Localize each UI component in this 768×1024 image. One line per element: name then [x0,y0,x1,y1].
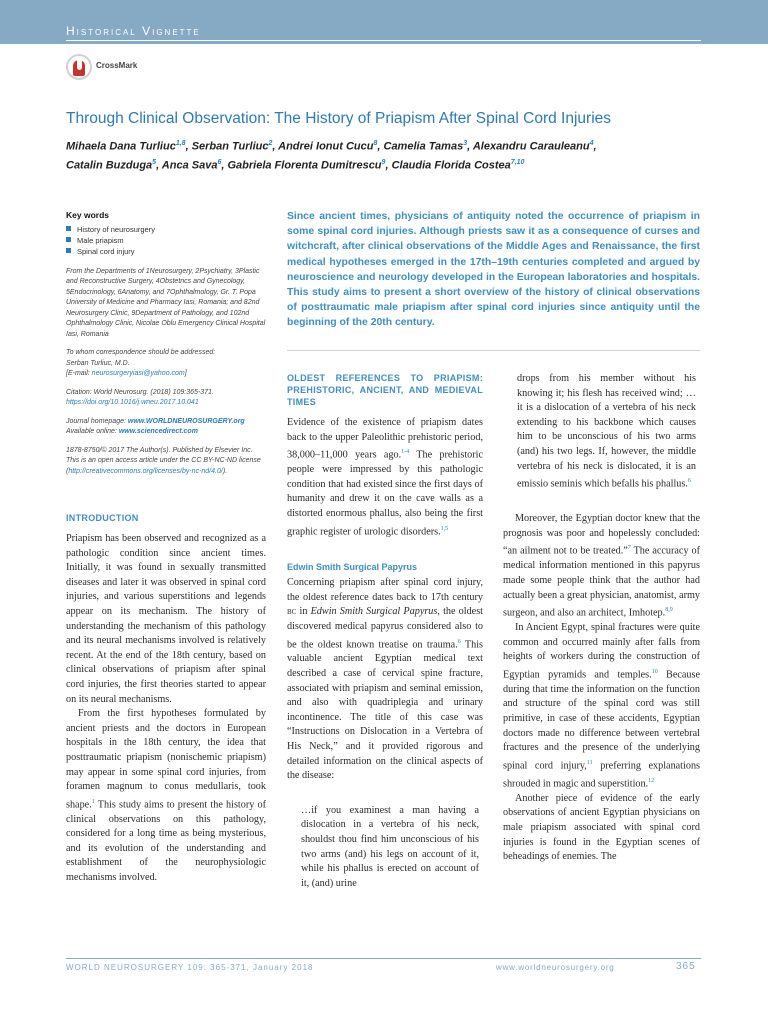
section-label: Historical Vignette [66,24,201,38]
footer-rule [66,958,701,959]
bullet-square-icon [66,226,71,231]
paragraph: Evidence of the existence of priapism dates back to the upper Paleolithic prehistoric period, 38,000–11,000 years ago.$^{1-4}$ The prehistoric people were impressed by this pathologic condition that had existed since the first days of humanity and drew it on the cave walls as a distorted enormous phallus, also being the first graphic register of urologic disorders.$^{1,5}$ [287,417,483,537]
citation: Citation: World Neurosurg. (2018) 109:365-371. https://doi.org/10.1016/j.wneu.2017.10.041 [66,388,214,406]
author-affiliation-ref[interactable]: 5 [152,158,157,166]
reference-link[interactable]: 1 [91,798,95,805]
author-name: Serban Turliuc [191,140,269,153]
reference-link[interactable]: 6 [457,638,461,645]
abstract-divider [287,350,700,351]
keyword-item: Male priapism [66,235,266,246]
reference-link[interactable]: 12 [648,777,655,784]
block-quote: …if you examinest a man having a dislocation in a vertebra of his neck, shouldst thou find him unconscious of his two arms (and) his legs on account of it, while his phallus is erected on account of it, (and) urine [301,804,479,889]
author-affiliation-ref[interactable]: 6 [217,158,222,166]
paragraph: Another piece of evidence of the early observations of ancient Egyptian physicians on male priapism associated with spinal cord injuries is found in the Egyptian scenes of beheadings of enemies. The [503,792,700,863]
block-quote: drops from his member without his knowing it; his flesh has received wind; …it is a dislocation of a vertebra of his neck extending to his backbone which causes him to be unconscious of his two arms (and) his two legs. If, however, the middle vertebra of his neck is dislocated, it is an emissio seminis which befalls his phallus.$^6$ [517,373,696,490]
author-affiliation-ref[interactable]: 8 [373,140,378,147]
author-list: Mihaela Dana Turliuc$^{1,8}$, Serban Turliuc$^2$, Andrei Ionut Cucu$^8$, Camelia Tamas$^3$, Alexandru Carauleanu$^4$, Catalin Buzduga$^5$, Anca Sava$^6$, Gabriela Florenta Dumitrescu$^9$, Claudia Florida Costea$^{7,10}$ [66,140,597,172]
crossmark-icon [66,54,92,80]
column-2 [287,372,483,891]
keywords-heading: Key words [66,210,109,220]
journal-links: Journal homepage: www.WORLDNEUROSURGERY.org Available online: www.sciencedirect.com [66,417,245,435]
reference-link[interactable]: 10 [651,668,658,675]
sciencedirect-link[interactable]: www.sciencedirect.com [118,428,198,435]
bullet-square-icon [66,248,71,253]
correspondence: To whom correspondence should be addressed: Serban Turliuc, M.D. [E-mail: neurosurgeryiasi@yahoo.com] [66,349,216,377]
paragraph: Moreover, the Egyptian doctor knew that the prognosis was poor and hopelessly concluded: “an ailment not to be treated.”$^7$ The accuracy of medical information mentioned in this papyrus made some people think that the author had actually been a great physician, anatomist, army surgeon, and also an architect, Imhotep.$^{8,9}$ [503,513,700,619]
author-name: Gabriela Florenta Dumitrescu [227,159,382,172]
column-3 [503,372,700,865]
author-name: Camelia Tamas [383,140,464,153]
reference-link[interactable]: 1,5 [440,525,449,532]
author-name: Catalin Buzduga [66,159,153,172]
paragraph: In Ancient Egypt, spinal fractures were quite common and occurred mainly after falls from heights of workers during the construction of Egyptian pyramids and temples.$^{10}$ Because during that time the information on the function and structure of the spinal cord was still primitive, in case of these accidents, Egyptian doctors made no difference between vertebral fractures and the presence of the underlying spinal cord injury,$^{11}$ preferring explanations shrouded in magic and superstition.$^{12}$ [503,622,700,790]
paragraph: From the first hypotheses formulated by ancient priests and the doctors in European hospitals in the 18th century, the idea that posttraumatic priapism (nonischemic priapism) may appear in some spinal cord injuries, from foramen magnum to conus medullaris, took shape.$^1$ This study aims to present the history of clinical observations on this pathology, considered for a long time as being mysterious, and its evolution of the understanding and establishment of the neurophysiologic mechanisms involved. [66,708,266,884]
reference-link[interactable]: 11 [586,759,593,766]
author-affiliation-ref[interactable]: 3 [463,140,468,147]
doi-link[interactable]: https://doi.org/10.1016/j.wneu.2017.10.041 [66,399,199,406]
author-name: Alexandru Carauleanu [472,140,590,153]
crossmark-label: CrossMark [96,61,138,70]
header-bar [0,0,768,44]
reference-link[interactable]: 6 [687,478,691,485]
author-name: Andrei Ionut Cucu [278,140,374,153]
homepage-link[interactable]: www.WORLDNEUROSURGERY.org [127,417,245,425]
page-number: 365 [676,961,696,972]
author-affiliation-ref[interactable]: 4 [589,140,594,147]
author-name: Anca Sava [161,159,218,172]
keyword-item: Spinal cord injury [66,246,266,257]
paragraph: Priapism has been observed and recognized as a pathologic condition since ancient times. Initially, it was found in sexually transmitted diseases and later it was observed in spinal cord injuries, and various superstitions and legends appear on its mechanism. The history of understanding the mechanism of this pathology and its neural mechanisms involved is relatively recent. At the end of the 18th century, based on clinical observations of priapism after spinal cord injuries, the first theories started to appear on its neural mechanisms. [66,533,266,705]
section-heading-introduction: INTRODUCTION [66,513,139,523]
author-name: Claudia Florida Costea [391,159,511,172]
footer-journal: WORLD NEUROSURGERY 109: 365-371, January 2018 [66,963,314,972]
crossmark-icon-highlight [77,58,82,70]
license-link[interactable]: http://creativecommons.org/licenses/by-nc-nd/4.0/ [68,467,223,475]
reference-link[interactable]: 7 [627,545,631,552]
abstract: Since ancient times, physicians of antiquity noted the occurrence of priapism in some spinal cord injuries. Although priests saw it as a consequence of curses and witchcraft, after clinical observations of the Middle Ages and Renaissance, the first medical hypotheses emerged in the 17th–19th centuries completed and argued by neuroscience and neurology developed in the European laboratories and hospitals. This study aims to present a short overview of the history of clinical observations of posttraumatic male priapism after spinal cord injuries since antiquity until the beginning of the 20th century. [287,211,700,329]
column-1 [66,512,266,886]
license-note: 1878-8750/© 2017 The Author(s). Published by Elsevier Inc. This is an open access article under the CC BY-NC-ND license (http://creativecommons.org/licenses/by-nc-nd/4.0/). [66,446,261,475]
sidebar-info [66,210,266,485]
paragraph: Concerning priapism after spinal cord injury, the oldest reference dates back to 17th century bc in Edwin Smith Surgical Papyrus, the oldest discovered medical papyrus considered also to be the oldest known treatise on trauma.$^6$ This valuable ancient Egyptian medical text described a case of cervical spine fracture, associated with priapism and seminal emission, and also with quadriplegia and urinary incontinence. The title of this case was “Instructions on Dislocation in a Vertebra of His Neck,” and it provided rigorous and detailed information on the clinical aspects of the disease: [287,577,484,782]
section-heading-oldest-references: OLDEST REFERENCES TO PRIAPISM: PREHISTORIC, ANCIENT, AND MEDIEVAL TIMES [287,373,483,407]
footer-url[interactable]: www.worldneurosurgery.org [496,963,615,972]
keyword-item: History of neurosurgery [66,224,266,235]
email-link[interactable]: neurosurgeryiasi@yahoo.com [91,370,185,377]
header-rule [66,40,701,41]
author-affiliation-ref[interactable]: 7,10 [510,158,525,166]
reference-link[interactable]: 8,9 [665,607,673,614]
article-title: Through Clinical Observation: The History of Priapism After Spinal Cord Injuries [66,110,612,127]
author-affiliation-ref[interactable]: 1,8 [175,140,186,147]
crossmark-badge[interactable] [66,54,176,82]
bullet-square-icon [66,237,71,242]
affiliations: From the Departments of 1Neurosurgery, 2Psychiatry, 3Plastic and Reconstructive Surgery, 4Obstetrics and Gynecology, 5Endocrinology, 6Anatomy, and 7Ophthalmology, Gr. T. Popa University of Medicine and Pharmacy Iasi, Romania; and 82nd Neurosurgery Clinic, 9Department of Pathology, and 102nd Ophthalmology Clinic, Nicolae Oblu Emergency Clinical Hospital Iasi, Romania [66,267,266,338]
author-affiliation-ref[interactable]: 2 [268,140,273,147]
author-name: Mihaela Dana Turliuc [66,140,176,153]
reference-link[interactable]: 1-4 [401,449,410,456]
author-affiliation-ref[interactable]: 9 [381,158,386,166]
subsection-heading-papyrus: Edwin Smith Surgical Papyrus [287,561,418,572]
keywords-list [66,224,266,257]
